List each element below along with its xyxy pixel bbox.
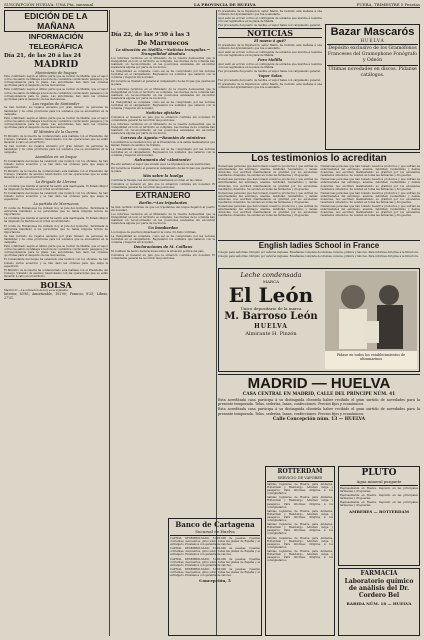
shipping-ad xyxy=(265,466,335,636)
section-heading: Noticias oficiales xyxy=(145,111,181,116)
leche-sub: Único depositario de la marca xyxy=(240,306,302,311)
running-header xyxy=(4,2,420,8)
article-text: La columna que manda el general ha salido esta madrugada. El Estado Mayor ha dispuesto la marcha en el orden acostumbrado. xyxy=(4,185,108,192)
article-text: El presidente de la Diputación, señor Marín, ha recibido esta mañana á una comisión del Ayuntamiento que fué á saludarle. xyxy=(218,44,322,51)
article-text: Está confirmado según el último parte que se recibió de Melilla, que el vapor correo ha salido de Málaga á la hora de costumbre conduciendo pasajeros y la correspondencia para la plaza. Las autoridades han dado las órdenes oportunas para el despacho de las mercancías. xyxy=(4,116,108,129)
column-1 xyxy=(4,10,108,640)
section-heading: Más sobre la huelga xyxy=(142,174,184,179)
farmacia-title: FARMACIA xyxy=(360,570,398,577)
article-text: Los informes recibidos en el Ministerio de la Guerra demuestran que la tranquilidad en todo el territorio es completa. Las fuerzas de la columna han realizado un reconocimiento en las posiciones avanzadas sin encontrar resistencia alguna por parte de los moros. xyxy=(111,212,215,226)
madrid-huelva-ad xyxy=(218,374,420,464)
article-text: Fué procedente del puerto de Sevilla, el vapor Salas con cargamento general. xyxy=(218,78,321,82)
article-text: El conde de Romanones ha visitado hoy al Jefe del Gobierno. Terminada la entrevista manifestó á los periodistas que no había ninguna noticia de importancia. xyxy=(4,207,108,217)
date-left: Día 21, de las 20 á las 24 xyxy=(4,53,82,59)
madrid-huelva-body: Esta acreditada casa participa á su distinguida clientela haber recibido el gran surtido de novedades para la presente temporada. Telas, sederías, lanas, confecciones. Precios fijos y económicos. xyxy=(218,407,420,416)
article-text: Se han recibido noticias de que los tripulantes del buque llegaron al puerto sin novedad. xyxy=(111,205,215,212)
pluto-body: Representante en Huelva. Depósito en las principales farmacias y droguerías. xyxy=(340,487,418,494)
article-text: Comunica el General en Jefe que la situación continúa sin novedad. El comandante general ha recorrido las posiciones. xyxy=(111,115,215,122)
column-rule xyxy=(109,10,110,636)
pluto-ad xyxy=(338,466,420,566)
article-text: Numerosas personas que han tomado nuestros productos y que sufrían de enfermedades del estómago, anemia, debilidad, reumatismo y demás dolencias, nos escriben manifestando su gratitud por los excelentes resultados obtenidos. Se venden en todas las farmacias y droguerías. xyxy=(320,178,420,191)
section-heading: Vapor Salas xyxy=(258,74,282,79)
banco-body: CAPITAL DESEMBOLSADO: 5.000.000 de pesetas. Cuentas corrientes, descuentos, giros sobre todas las plazas de España y el extranjero. Préstamos con garantía de valores. xyxy=(170,537,260,547)
section-heading: La partida de Marruecos xyxy=(33,202,79,207)
pluto-addr: AMBERES — ROTTERDAM xyxy=(349,508,409,514)
article-text: La tranquilidad es completa, como así se ha comprobado por las noticias recibidas en el campamento. Regresaron los soldados que salieron con la columna y llegaron sin novedad. xyxy=(111,148,215,158)
article-text: Está confirmado según el último parte que se recibió de Melilla, que el vapor correo ha salido de Málaga á la hora de costumbre conduciendo pasajeros y la correspondencia para la plaza. Las autoridades han dado las órdenes oportunas para el despacho de las mercancías. xyxy=(4,245,108,258)
gramophone-ad xyxy=(325,24,420,150)
section-heading: Declaraciones de M. Caillaux xyxy=(133,245,193,250)
shipping-title: ROTTERDAM xyxy=(277,468,323,475)
bolsa-sub: Madrid 21.—La cotización de hoy es la siguiente: xyxy=(4,289,69,293)
article-text: Los informes recibidos en el Ministerio de la Guerra demuestran que la tranquilidad en todo el territorio es completa. Las fuerzas de la columna han realizado un reconocimiento en las posiciones avanzadas sin encontrar resistencia alguna por parte de los moros. xyxy=(111,122,215,136)
english-title: English ladies School in France xyxy=(258,241,380,250)
section-heading: El nuevo á qué? xyxy=(254,39,286,44)
article-text: Numerosas personas que han tomado nuestros productos y que sufrían de enfermedades del estómago, anemia, debilidad, reumatismo y demás dolencias, nos escriben manifestando su gratitud por los excelentes resultados obtenidos. Se venden en todas las farmacias y droguerías. xyxy=(320,191,420,205)
farmacia-addr: RABIDA NÚM. 18 — HUELVA xyxy=(346,601,412,606)
leche-name: M. Barroso León xyxy=(224,311,318,322)
leche-brand: El León xyxy=(228,283,314,307)
article-text: Numerosas personas que han tomado nuestros productos y que sufrían de enfermedades del estómago, anemia, debilidad, reumatismo y demás dolencias, nos escriben manifestando su gratitud por los excelentes resultados obtenidos. Se venden en todas las farmacias y droguerías. xyxy=(218,191,318,205)
section-heading: Un bombardeo xyxy=(148,226,178,231)
madrid-huelva-sub: CASA CENTRAL EN MADRID, CALLE DEL PRÍNCIPE NÚM. 41 xyxy=(242,392,396,397)
article-text: Fué procedente del puerto de Sevilla, el vapor Salas con cargamento general. xyxy=(218,24,321,28)
article-text: Se han recibido los regalos enviados por gran número de personas de Santander y de otras provincias para los soldados que se encuentran en la campaña. xyxy=(4,106,108,116)
article-text: El Comandante del buque ha celebrado una reunión con los oficiales. Se han tomado varios acuerdos y se han dado las órdenes para que salga la expedición. xyxy=(4,192,108,202)
section-heading: Movimiento de buques xyxy=(35,70,77,75)
testimonios-block xyxy=(218,152,420,240)
banco-body: CAPITAL DESEMBOLSADO: 5.000.000 de pesetas. Cuentas corrientes, descuentos, giros sobre todas las plazas de España y el extranjero. Préstamos con garantía de valores. xyxy=(170,547,260,557)
bazar-city: HUELVA xyxy=(360,38,385,43)
leche-marca: MARCA xyxy=(263,279,279,284)
article-text: Los informes recibidos en el Ministerio de la Guerra demuestran que la tranquilidad en todo el territorio es completa. Las fuerzas de la columna han realizado un reconocimiento en las posiciones avanzadas sin encontrar resistencia alguna por parte de los moros. xyxy=(111,56,215,69)
article-text: La tranquilidad es completa, como así se ha comprobado por las noticias recibidas en el campamento. Regresaron los soldados que salieron con la columna y llegaron sin novedad. xyxy=(111,235,215,245)
article-text: Ha sido salvado el vapor que encalló ayer. La tripulación se encuentra bien. xyxy=(111,163,211,166)
leche-top: Leche condensada xyxy=(240,271,302,279)
article-text: Comunica el General en Jefe que la situación continúa sin novedad. El comandante general ha recorrido las posiciones. xyxy=(111,253,215,261)
article-text: La tranquilidad es completa, como así se ha comprobado por las noticias recibidas en el campamento. Regresaron los soldados que salieron con la columna y llegaron sin novedad. xyxy=(111,100,215,111)
shipping-sub: SERVICIO DE VAPORES xyxy=(277,476,323,480)
article-text: Numerosas personas que han tomado nuestros productos y que sufrían de enfermedades del estómago, anemia, debilidad, reumatismo y demás dolencias, nos escriben manifestando su gratitud por los excelentes resultados obtenidos. Se venden en todas las farmacias y droguerías. xyxy=(218,205,318,218)
shipping-body: Salidas regulares de Huelva para Amberes, Rotterdam y Hamburgo. Admiten carga y pasajeros. Para informes dirigirse á los consignatarios. xyxy=(267,509,333,523)
shipping-body: Salidas regulares de Huelva para Amberes, Rotterdam y Hamburgo. Admiten carga y pasajeros. Para informes dirigirse á los consignatarios. xyxy=(267,483,333,496)
bolsa-text: Interior, 83'85; Amortizable, 102'00; Francos, 8'25; Libras, 27'31. xyxy=(4,292,108,300)
pluto-body: Representante en Huelva. Depósito en las principales farmacias y droguerías. xyxy=(340,501,418,508)
shipping-body: Salidas regulares de Huelva para Amberes, Rotterdam y Hamburgo. Admiten carga y pasajeros. Para informes dirigirse á los consignatarios. xyxy=(267,549,333,563)
english-body: Colegio para señoritas. Dirigido por señoras inglesas. Enseñanza completa de idiomas, música, pintura y labores. Para informes dirigirse á la Directora. xyxy=(218,251,419,254)
article-text: Ayer salió en el tren correo el contingente de soldados que marcha á reunirse con sus regimientos en la plaza de Melilla. xyxy=(218,17,322,24)
pluto-title: PLUTO xyxy=(361,468,397,478)
edition-headline: EDICIÓN DE LA MAÑANA xyxy=(4,10,108,32)
noticias-block xyxy=(218,10,322,150)
noticias-heading: NOTICIAS xyxy=(218,28,322,38)
madrid-huelva-addr: Calle Concepción núm. 13 — HUELVA xyxy=(272,416,366,422)
farmacia-body: Laboratorio químico de análisis del Dr. Cordero Bel xyxy=(344,578,414,599)
shipping-body: Salidas regulares de Huelva para Amberes, Rotterdam y Hamburgo. Admiten carga y pasajeros. Para informes dirigirse á los consignatarios. xyxy=(267,496,333,509)
article-text: Se han recibido los regalos enviados por gran número de personas de Santander y de otras provincias para los soldados que se encuentran en la campaña. xyxy=(4,234,108,244)
article-text: Los ministros se reunieron hoy en la Presidencia. A la salida manifestaron que habían tratado de asuntos de trámite. xyxy=(111,140,215,148)
runhead-center: LA PROVINCIA DE HUELVA xyxy=(194,2,256,7)
article-text: Numerosas personas que han tomado nuestros productos y que sufrían de enfermedades del estómago, anemia, debilidad, reumatismo y demás dolencias, nos escriben manifestando su gratitud por los excelentes resultados obtenidos. Se venden en todas las farmacias y droguerías. xyxy=(320,165,420,178)
article-text: Ayer salió en el tren correo el contingente de soldados que marcha á reunirse con sus regimientos en la plaza de Melilla. xyxy=(218,63,322,70)
article-text: El Comandante del buque ha celebrado una reunión con los oficiales. Se han tomado varios acuerdos y se han dado las órdenes para que salga la expedición. xyxy=(4,258,108,268)
article-text: Numerosas personas que han tomado nuestros productos y que sufrían de enfermedades del estómago, anemia, debilidad, reumatismo y demás dolencias, nos escriben manifestando su gratitud por los excelentes resultados obtenidos. Se venden en todas las farmacias y droguerías. xyxy=(320,205,420,218)
date-right: Día 22, de las 9'30 á las 3 xyxy=(111,32,190,38)
banco-sub: Sucursal de Huelva xyxy=(195,529,235,534)
article-text: Los buques de guerra bombardearon la costa. No hubo víctimas. xyxy=(111,230,197,234)
banco-addr: Concepción, 5 xyxy=(199,578,231,584)
article-text: Los informes recibidos en el Ministerio de la Guerra demuestran que la tranquilidad en todo el territorio es completa. Las fuerzas de la columna han realizado un reconocimiento en las posiciones avanzadas sin encontrar resistencia alguna por parte de los moros. xyxy=(111,87,215,100)
testimonios-title: Los testimonios lo acreditan xyxy=(251,153,387,164)
bazar-body: Depósito exclusivo de los Gramófonos Franceses del Gramophone Fonógrafo y Odeón xyxy=(327,46,418,63)
article-text: Se han recibido los regalos enviados por gran número de personas de Santander y de otras provincias para los soldados que se encuentran en la campaña. xyxy=(4,144,108,155)
article-text: Está confirmado según el último parte que se recibió de Melilla, que el vapor correo ha salido de Málaga á la hora de costumbre conduciendo pasajeros y la correspondencia para la plaza. Las autoridades han dado las órdenes oportunas para el despacho de las mercancías. xyxy=(4,75,108,88)
section-heading: Asamblea en un buque xyxy=(35,155,77,160)
article-text: Por la tarde se trasladó el general al campamento de las tropas que guarnecen la plaza. xyxy=(111,80,215,87)
section-heading: Para Melilla xyxy=(257,58,283,63)
marruecos-heading: De Marruecos xyxy=(137,38,189,47)
article-text: El Ministro de la Guerra ha conferenciado esta mañana con el Presidente del Consejo, tratando de asuntos relacionados con las operaciones que se están llevando á cabo en el territorio. xyxy=(4,134,108,144)
article-text: Continúa la huelga. Las autoridades mantienen el orden en las calles. xyxy=(111,178,203,182)
poster-caption: Pídase en todos los establecimientos de ultramarinos xyxy=(336,353,406,361)
farmacia-ad xyxy=(338,568,420,636)
article-text: Ayer salió en el tren correo el contingente de soldados que marcha á reunirse con sus regimientos en la plaza de Melilla. xyxy=(218,51,322,58)
article-text: La columna que manda el general ha salido esta madrugada. El Estado Mayor ha dispuesto la marcha en el orden acostumbrado. xyxy=(4,217,108,224)
article-text: La tranquilidad es completa, como así se ha comprobado por las noticias recibidas en el campamento. Regresaron los soldados que salieron con la columna y llegaron sin novedad. xyxy=(111,70,215,80)
runhead-right: FUERA, TRIMESTRE 5 Pesetas xyxy=(356,2,420,7)
section-heading: La Brigada de Llerena xyxy=(35,180,77,185)
article-text: Está confirmado según el último parte que se recibió de Melilla, que el vapor correo ha salido de Málaga á la hora de costumbre conduciendo pasajeros y la correspondencia para la plaza. Las autoridades han dado las órdenes oportunas para el despacho de las mercancías. xyxy=(4,88,108,101)
city-heading: MADRID xyxy=(33,59,79,70)
pluto-sub: Agua mineral purgante xyxy=(356,479,402,484)
article-text: El conde de Romanones ha visitado hoy al Jefe del Gobierno. Terminada la entrevista manifestó á los periodistas que no había ninguna noticia de importancia. xyxy=(4,224,108,234)
gramophone-icon xyxy=(325,27,328,85)
article-text: El presidente de la Diputación, señor Marín, ha recibido esta mañana á una comisión del Ayuntamiento que fué á saludarle. xyxy=(218,83,322,90)
article-text: M. Caillaux ha hecho declaraciones sobre la situación política del país. xyxy=(111,249,205,253)
extranjero-heading: EXTRANJERO xyxy=(135,191,191,201)
english-school-block xyxy=(218,240,420,266)
article-text: El Ministro de la Guerra ha conferenciado esta mañana con el Presidente del Consejo, tratando de asuntos relacionados con las operaciones que se están llevando á cabo en el territorio. xyxy=(4,268,108,278)
shipping-body: Salidas regulares de Huelva para Amberes, Rotterdam y Hamburgo. Admiten carga y pasajeros. Para informes dirigirse á los consignatarios. xyxy=(267,536,333,549)
article-text: Por la tarde se trasladó el general al campamento de las tropas que guarnecen la plaza. xyxy=(111,167,215,174)
article-text: El Ministro de la Guerra ha conferenciado esta mañana con el Presidente del Consejo, tratando de asuntos relacionados con las operaciones que se están llevando á cabo en el territorio. xyxy=(4,170,108,180)
article-text: Numerosas personas que han tomado nuestros productos y que sufrían de enfermedades del estómago, anemia, debilidad, reumatismo y demás dolencias, nos escriben manifestando su gratitud por los excelentes resultados obtenidos. Se venden en todas las farmacias y droguerías. xyxy=(218,165,318,178)
madrid-huelva-title: MADRID — HUELVA xyxy=(247,375,391,392)
leche-city: HUELVA xyxy=(254,323,288,330)
article-text: Comunica el General en Jefe que la situación continúa sin novedad. El comandante general ha recorrido las posiciones. xyxy=(111,182,215,190)
section-heading: Salvamento del «Almirante» xyxy=(134,158,192,163)
shipping-body: Salidas regulares de Huelva para Amberes, Rotterdam y Hamburgo. Admiten carga y pasajeros. Para informes dirigirse á los consignatarios. xyxy=(267,523,333,536)
pluto-body: Representante en Huelva. Depósito en las principales farmacias y droguerías. xyxy=(340,494,418,501)
article-text: El Comandante del buque ha celebrado una reunión con los oficiales. Se han tomado varios acuerdos y se han dado las órdenes para que salga la expedición. xyxy=(4,159,108,170)
bolsa-heading: BOLSA xyxy=(40,280,72,291)
banco-title: Banco de Cartagena xyxy=(175,520,255,529)
section-heading: Los regalos de Santander xyxy=(32,101,80,106)
leche-poster-image xyxy=(325,271,417,369)
section-heading: Berlín.—Los tripulantes xyxy=(139,201,187,206)
article-text: Fué procedente del puerto de Sevilla, el vapor Salas con cargamento general. xyxy=(218,70,321,74)
section-heading: La situación en Melilla.—Noticias tranquilas.—Tranquilidad absoluta xyxy=(115,47,211,57)
banco-body: CAPITAL DESEMBOLSADO: 5.000.000 de pesetas. Cuentas corrientes, descuentos, giros sobre todas las plazas de España y el extranjero. Préstamos con garantía de valores. xyxy=(170,567,260,578)
section-heading: Correos de Agosto.—Reunión de ministros xyxy=(120,136,206,141)
bazar-foot: Últimas novedades en discos. Pídanse catálogos. xyxy=(328,67,417,78)
section-heading: El Ministro de la Guerra xyxy=(33,130,79,135)
banco-body: CAPITAL DESEMBOLSADO: 5.000.000 de pesetas. Cuentas corrientes, descuentos, giros sobre todas las plazas de España y el extranjero. Préstamos con garantía de valores. xyxy=(170,557,260,567)
telegraph-headline: INFORMACIÓN TELEGRÁFICA xyxy=(28,32,84,51)
runhead-left: SUSCRIPCIÓN HUELVA: UNA Pta. mensual xyxy=(4,2,94,7)
leche-addr: Almirante H. Pinzón xyxy=(245,331,297,337)
leche-ad xyxy=(218,268,420,372)
banco-ad xyxy=(168,518,262,636)
english-body: Colegio para señoritas. Dirigido por señoras inglesas. Enseñanza completa de idiomas, música, pintura y labores. Para informes dirigirse á la Directora. xyxy=(218,255,419,259)
madrid-huelva-body: Esta acreditada casa participa á su distinguida clientela haber recibido el gran surtido de novedades para la presente temporada. Telas, sederías, lanas, confecciones. Precios fijos y económicos. xyxy=(218,398,420,407)
article-text: El presidente de la Diputación, señor Marín, ha recibido esta mañana á una comisión del Ayuntamiento que fué á saludarle. xyxy=(218,10,322,17)
bazar-title: Bazar Mascarós xyxy=(330,26,415,38)
article-text: Numerosas personas que han tomado nuestros productos y que sufrían de enfermedades del estómago, anemia, debilidad, reumatismo y demás dolencias, nos escriben manifestando su gratitud por los excelentes resultados obtenidos. Se venden en todas las farmacias y droguerías. xyxy=(218,178,318,191)
